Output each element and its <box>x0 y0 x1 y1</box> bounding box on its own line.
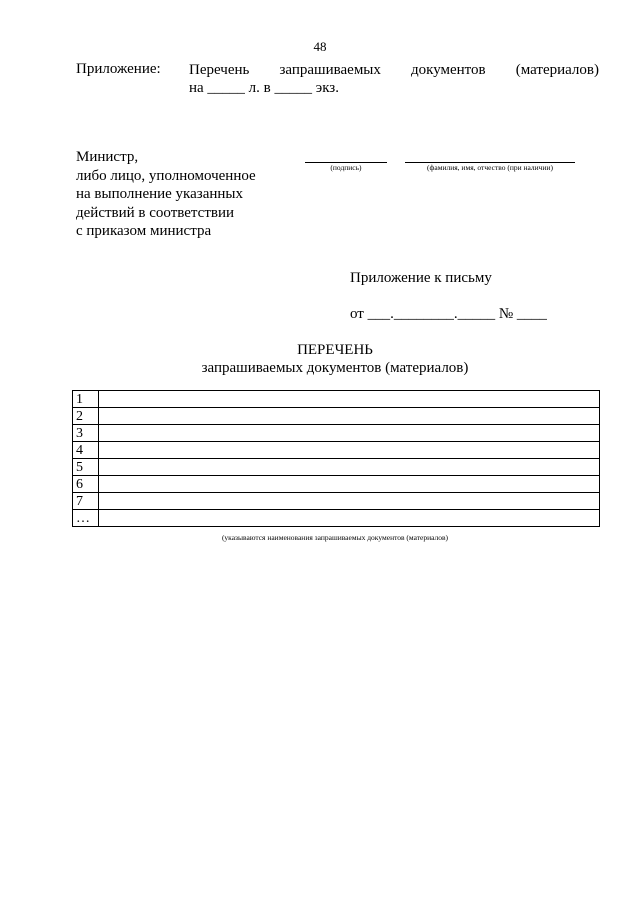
attachment-word: (материалов) <box>515 62 599 78</box>
table-caption: (указываются наименования запрашиваемых документов (материалов) <box>221 533 449 542</box>
signatory-line: с приказом министра <box>76 223 212 239</box>
table-row <box>73 425 600 442</box>
row-number: 5 <box>73 459 99 476</box>
row-content <box>99 510 600 527</box>
row-number: 1 <box>73 391 99 408</box>
signatory-line: действий в соответствии <box>76 204 235 221</box>
table-row <box>73 459 600 476</box>
row-number: 3 <box>73 425 99 442</box>
list-heading-block <box>0 341 640 377</box>
row-content <box>99 408 600 425</box>
list-subheading: запрашиваемых документов (материалов) <box>201 360 469 376</box>
row-number: … <box>73 510 99 527</box>
table-row <box>73 493 600 510</box>
attachment-word: документов <box>411 62 486 78</box>
row-content <box>99 442 600 459</box>
annex-date-line: от ___.________._____ № ____ <box>350 306 547 322</box>
signatory-block <box>76 148 256 241</box>
list-heading: ПЕРЕЧЕНЬ <box>297 342 373 358</box>
attachment-word: запрашиваемых <box>279 62 381 78</box>
name-field <box>405 162 575 172</box>
signature-field <box>305 162 387 172</box>
row-content <box>99 493 600 510</box>
attachment-line-1 <box>189 61 599 79</box>
row-content <box>99 459 600 476</box>
attachment-label: Приложение: <box>76 61 161 77</box>
signatory-line: Министр, <box>76 149 139 165</box>
table-row <box>73 442 600 459</box>
name-caption: (фамилия, имя, отчество (при наличии) <box>427 163 553 172</box>
documents-table <box>72 390 600 527</box>
row-number: 6 <box>73 476 99 493</box>
attachment-word: Перечень <box>189 62 250 78</box>
attachment-line-2: на _____ л. в _____ экз. <box>189 80 339 96</box>
signatory-line: на выполнение указанных <box>76 186 243 202</box>
row-number: 7 <box>73 493 99 510</box>
annex-title: Приложение к письму <box>350 270 492 286</box>
row-number: 2 <box>73 408 99 425</box>
row-content <box>99 476 600 493</box>
row-content <box>99 391 600 408</box>
signature-caption: (подпись) <box>330 163 362 172</box>
table-row <box>73 391 600 408</box>
row-number: 4 <box>73 442 99 459</box>
table-row <box>73 476 600 493</box>
signatory-line: либо лицо, уполномоченное <box>76 167 256 184</box>
row-content <box>99 425 600 442</box>
table-row <box>73 510 600 527</box>
table-row <box>73 408 600 425</box>
page-number: 48 <box>313 39 327 54</box>
attachment-description <box>189 61 599 97</box>
